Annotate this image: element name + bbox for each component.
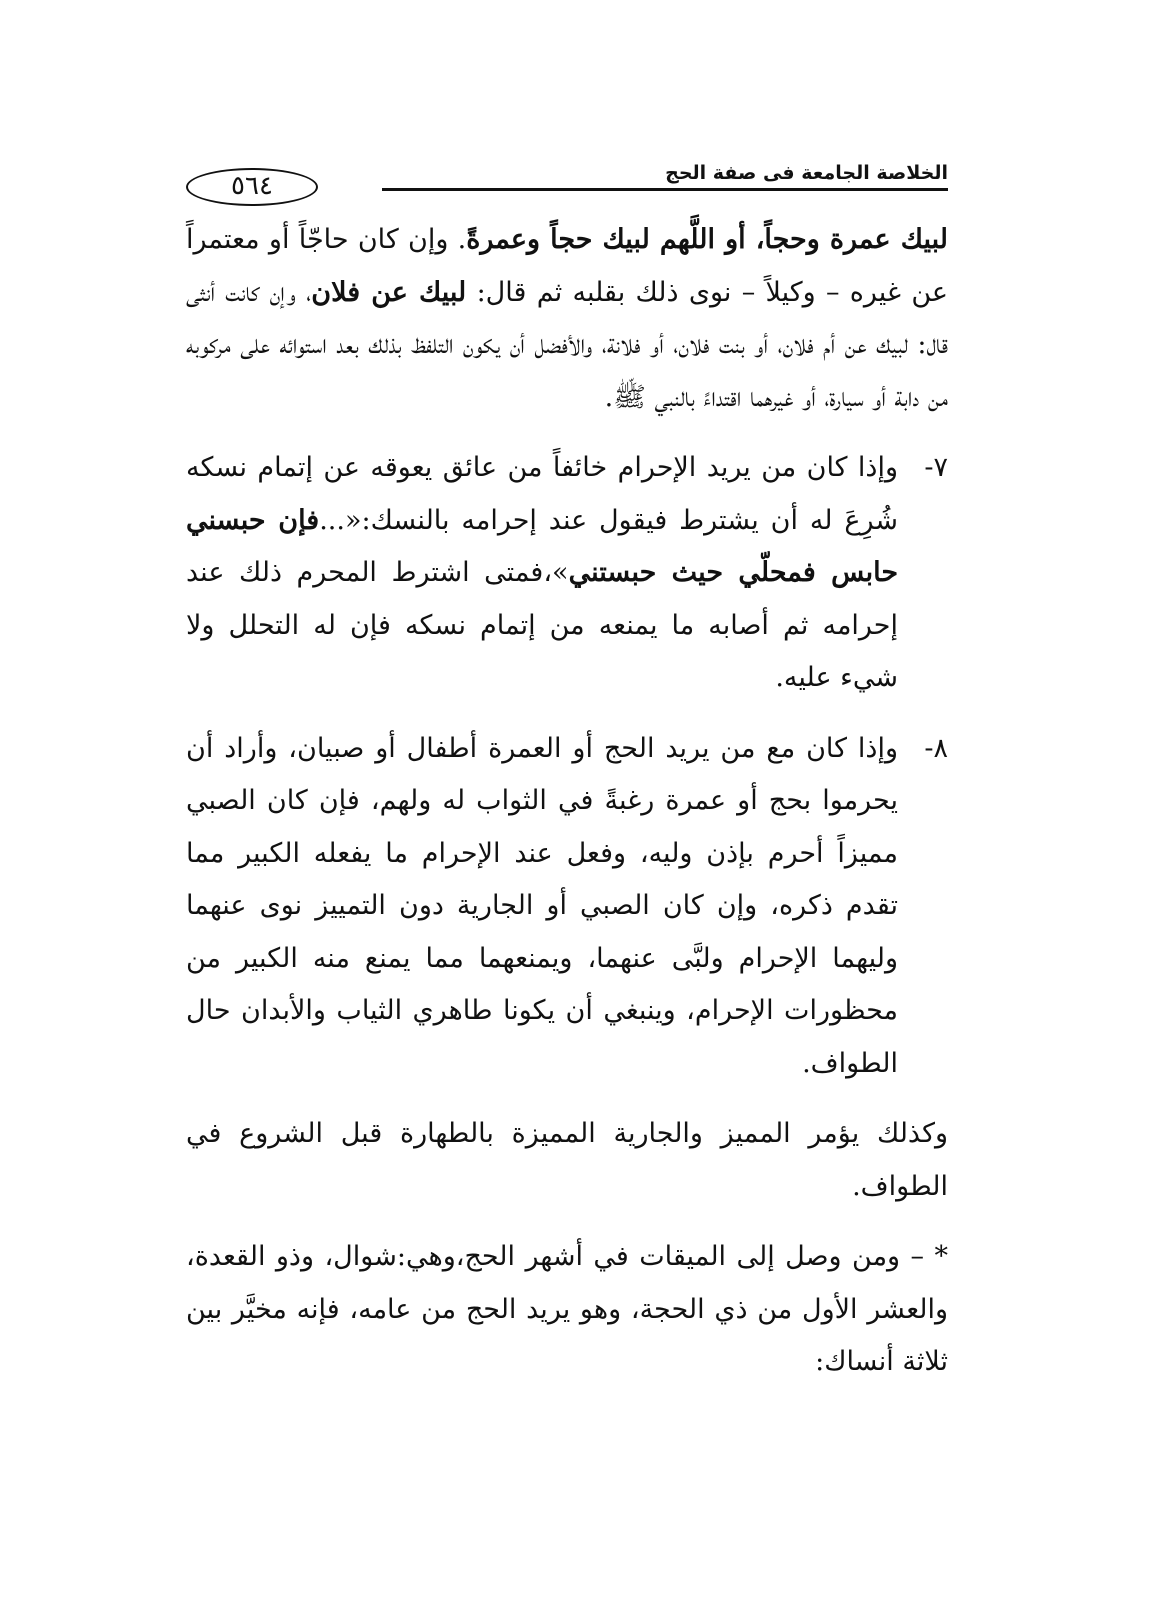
item-number: ٨-: [924, 732, 948, 764]
paragraph-text: ، وإن كانت أنثى قال: لبيك عن أم فلان، أو بنت فلان، أو فلانة، والأفضل أن يكون التلفظ بذلك بعد استوائه على مركوبه من دابة أو سيارة، أو غيرهما اقتداءً بالنبي ﷺ.: [186, 276, 948, 413]
list-item-7: [186, 442, 948, 705]
list-item-8: [186, 723, 948, 1091]
page-body: [186, 214, 948, 1389]
item-text: وإذا كان مع من يريد الحج أو العمرة أطفال أو صبيان، وأراد أن يحرموا بحج أو عمرة رغبةً في الثواب له ولهم، فإن كان الصبي مميزاً أحرم بإذن وليه، وفعل عند الإحرام ما يفعله الكبير مما تقدم ذكره، وإن كان الصبي أو الجارية دون التمييز نوى عنهما وليهما الإحرام ولبَّى عنهما، ويمنعهما مما يمنع منه الكبير من محظورات الإحرام، وينبغي أن يكونا طاهري الثياب والأبدان حال الطواف.: [186, 732, 898, 1079]
paragraph-text: . وإن كان حاجّاً أو معتمراً عن غيره – وكيلاً – نوى ذلك بقلبه ثم قال:: [186, 224, 948, 308]
page-number: ٥٦٤: [186, 168, 318, 206]
item-text: »،فمتى اشترط المحرم ذلك عند إحرامه ثم أصابه ما يمنعه من إتمام نسكه فإن له التحلل ولا شيء عليه.: [186, 557, 898, 693]
talbiyah-on-behalf: لبيك عن فلان: [311, 276, 467, 308]
paragraph-talbiyah: [186, 214, 948, 424]
running-title: الخلاصة الجامعة فى صفة الحج: [665, 162, 948, 184]
paragraph-children: وكذلك يؤمر المميز والجارية المميزة بالطهارة قبل الشروع في الطواف.: [186, 1118, 948, 1202]
talbiyah-formula: لبيك عمرة وحجاً، أو اللَّهم لبيك حجاً وعمرةً: [466, 224, 948, 255]
item-number: ٧-: [924, 452, 948, 483]
condition-formula: فإن حبسني حابس فمحلّي حيث حبستني: [186, 504, 899, 588]
paragraph-miqat: * – ومن وصل إلى الميقات في أشهر الحج،وهي:شوال، وذو القعدة، والعشر الأول من ذي الحجة، وهو يريد الحج من عامه، فإنه مخيَّر بين ثلاثة أنساك:: [186, 1241, 948, 1377]
header-rule: [382, 188, 948, 191]
item-text: وإذا كان من يريد الإحرام خائفاً من عائق يعوقه عن إتمام نسكه شُرِعَ له أن يشترط فيقول عند إحرامه بالنسك:«...: [186, 452, 899, 536]
page-header: [186, 160, 948, 204]
